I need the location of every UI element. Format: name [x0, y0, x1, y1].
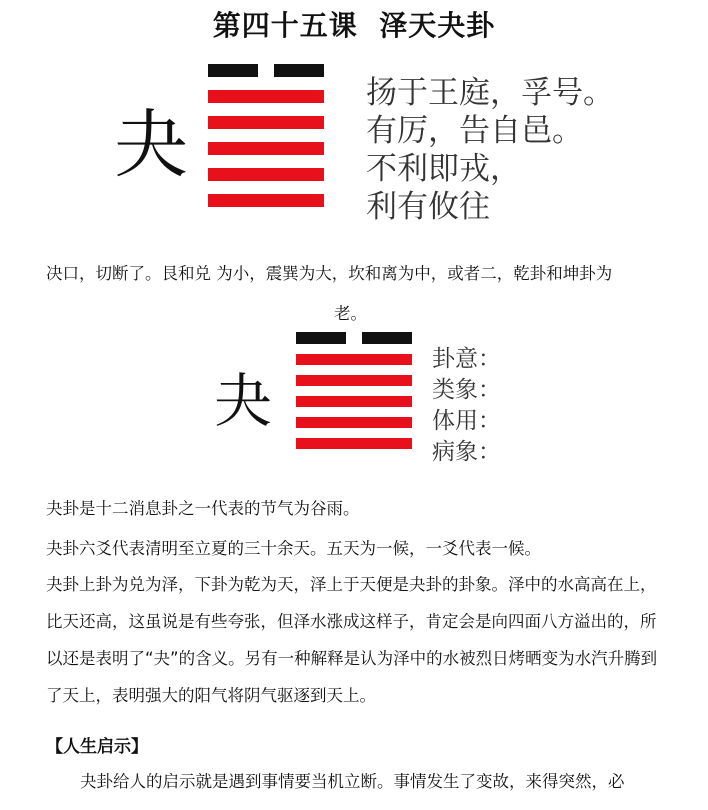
hexagram-symbol-large	[208, 64, 324, 207]
last-line: 夬卦给人的启示就是遇到事情要当机立断。事情发生了变故，来得突然，必	[80, 772, 625, 791]
yang-line	[208, 116, 324, 129]
yang-line	[208, 168, 324, 181]
label-lei-xiang: 类象：	[432, 377, 501, 403]
paragraph-2: 夬卦六爻代表清明至立夏的三十余天。五天为一候，一爻代表一候。	[46, 539, 541, 558]
yang-line	[296, 354, 412, 365]
label-ti-yong: 体用：	[432, 408, 501, 434]
verse-line: 有厉，告自邑。	[366, 113, 583, 149]
note-line-1: 决口，切断了。艮和兑 为小，震巽为大，坎和离为中，或者二，乾卦和坤卦为	[46, 264, 613, 283]
hexagram-verse	[366, 74, 614, 226]
hexagram-symbol-small	[296, 332, 412, 449]
paragraph-1: 夬卦是十二消息卦之一代表的节气为谷雨。	[46, 499, 360, 518]
yang-line	[296, 375, 412, 386]
yang-line	[296, 438, 412, 449]
yang-line	[296, 396, 412, 407]
yang-line	[296, 417, 412, 428]
paragraph-3: 夬卦上卦为兑为泽，下卦为乾为天，泽上于天便是夬卦的卦象。泽中的水高高在上，比天还高，这虽说是有些夸张，但泽水涨成这样子，肯定会是向四面八方溢出的，所以还是表明了“夬”的含义。另有一种解释是认为泽中的水被烈日烤晒变为水汽升腾到了天上，表明强大的阳气将阴气驱逐到天上。	[46, 575, 658, 705]
label-bing-xiang: 病象：	[432, 439, 501, 465]
yin-line	[296, 332, 412, 344]
yang-line	[208, 194, 324, 207]
section-heading: 【人生启示】	[46, 737, 148, 757]
verse-line: 利有攸往	[366, 189, 490, 225]
hexagram-character: 夬	[114, 102, 188, 188]
verse-line: 不利即戎，	[366, 151, 521, 187]
yang-line	[208, 90, 324, 103]
verse-line: 扬于王庭，孚号。	[366, 75, 614, 111]
hexagram-labels	[432, 344, 501, 468]
hexagram-character-small: 夬	[214, 367, 273, 435]
label-gua-yi: 卦意：	[432, 346, 501, 372]
page-title: 第四十五课 泽天夬卦	[212, 9, 496, 42]
note-line-2: 老。	[334, 304, 367, 323]
yin-line	[208, 64, 324, 77]
yang-line	[208, 142, 324, 155]
